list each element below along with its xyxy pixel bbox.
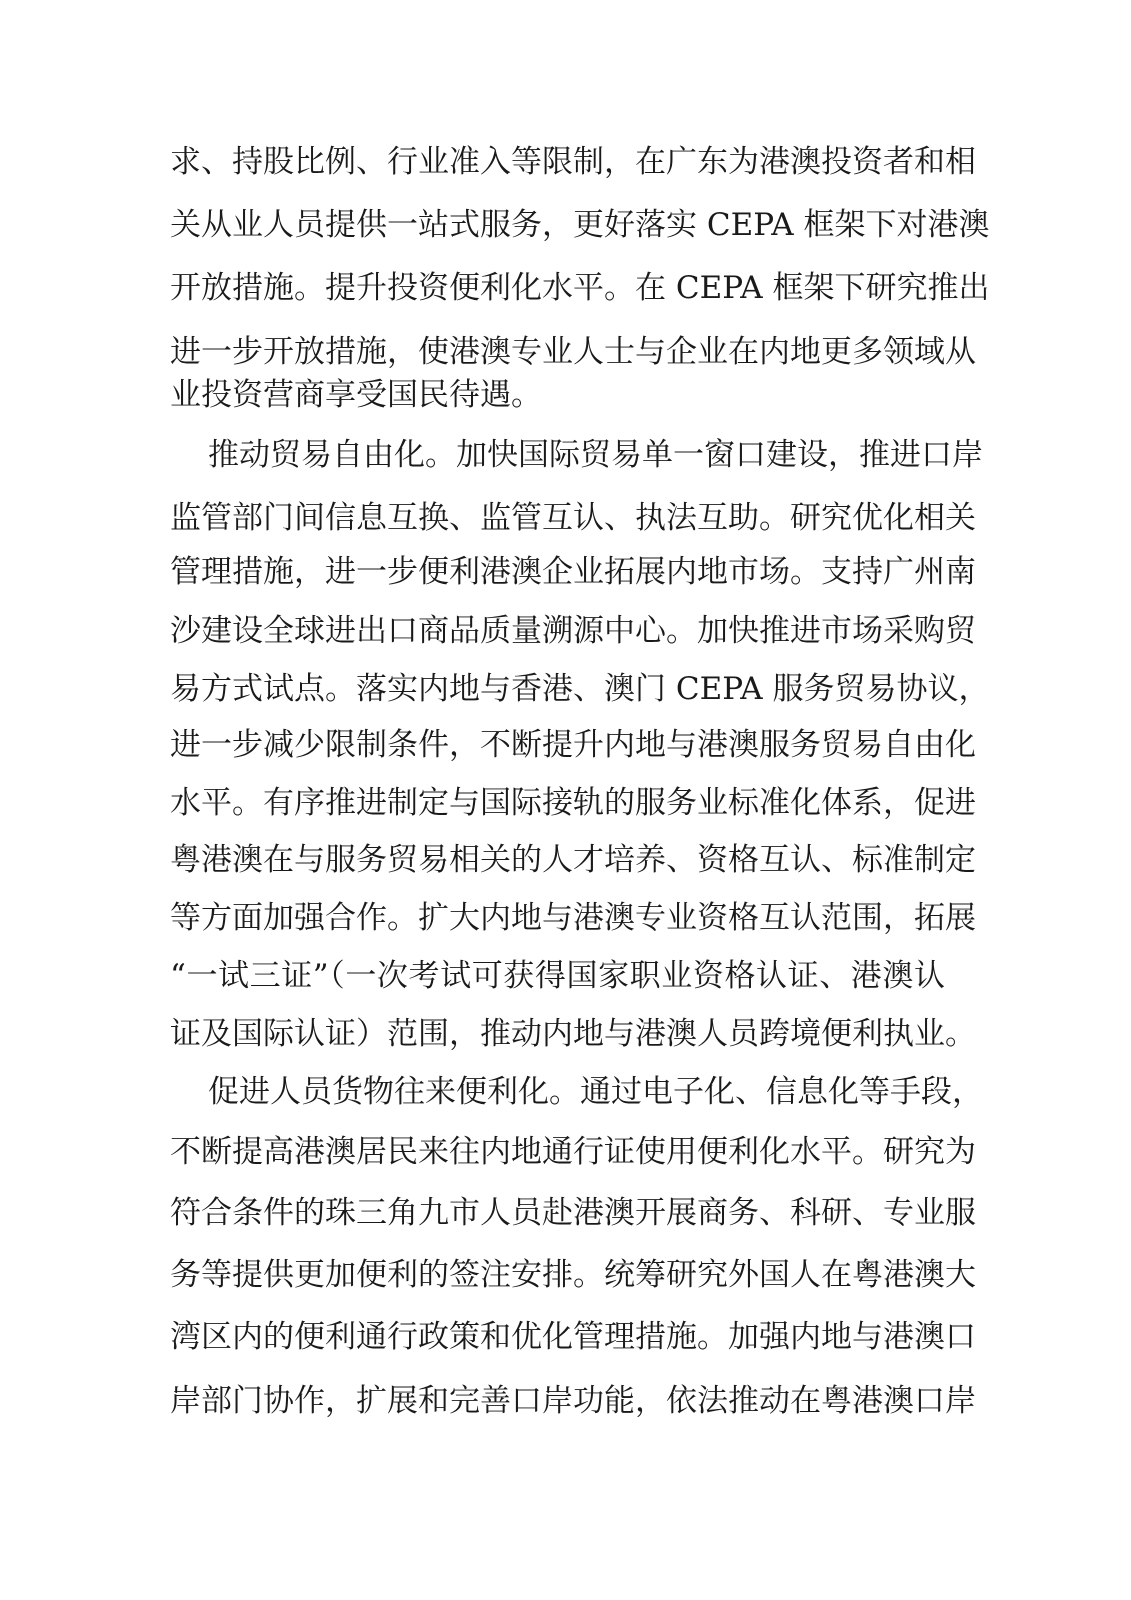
text-line: 业投资营商享受国民待遇。	[170, 377, 542, 413]
text-line: “一试三证”（一次考试可获得国家职业资格认证、港澳认	[170, 958, 945, 994]
text-line: 湾区内的便利通行政策和优化管理措施。加强内地与港澳口	[170, 1319, 976, 1355]
text-line: 易方式试点。落实内地与香港、澳门 CEPA 服务贸易协议，	[170, 671, 990, 707]
paragraph-first-line: 促进人员货物往来便利化。通过电子化、信息化等手段，	[208, 1074, 983, 1110]
text-line: 沙建设全球进出口商品质量溯源中心。加快推进市场采购贸	[170, 613, 976, 649]
text-line: 等方面加强合作。扩大内地与港澳专业资格互认范围，拓展	[170, 900, 976, 936]
text-line: 符合条件的珠三角九市人员赴港澳开展商务、科研、专业服	[170, 1195, 976, 1231]
text-line: 进一步减少限制条件，不断提升内地与港澳服务贸易自由化	[170, 727, 976, 763]
text-line: 求、持股比例、行业准入等限制，在广东为港澳投资者和相	[170, 144, 976, 180]
text-line: 监管部门间信息互换、监管互认、执法互助。研究优化相关	[170, 500, 976, 536]
text-line: 不断提高港澳居民来往内地通行证使用便利化水平。研究为	[170, 1134, 976, 1170]
text-line: 证及国际认证）范围，推动内地与港澳人员跨境便利执业。	[170, 1016, 976, 1052]
text-line: 岸部门协作，扩展和完善口岸功能，依法推动在粤港澳口岸	[170, 1383, 976, 1419]
text-line: 管理措施，进一步便利港澳企业拓展内地市场。支持广州南	[170, 554, 976, 590]
text-line: 关从业人员提供一站式服务，更好落实 CEPA 框架下对港澳	[170, 207, 990, 243]
text-line: 进一步开放措施，使港澳专业人士与企业在内地更多领域从	[170, 334, 976, 370]
text-line: 粤港澳在与服务贸易相关的人才培养、资格互认、标准制定	[170, 842, 976, 878]
text-line: 务等提供更加便利的签注安排。统筹研究外国人在粤港澳大	[170, 1257, 976, 1293]
paragraph-first-line: 推动贸易自由化。加快国际贸易单一窗口建设，推进口岸	[208, 437, 983, 473]
text-line: 水平。有序推进制定与国际接轨的服务业标准化体系，促进	[170, 785, 976, 821]
text-line: 开放措施。提升投资便利化水平。在 CEPA 框架下研究推出	[170, 270, 990, 306]
